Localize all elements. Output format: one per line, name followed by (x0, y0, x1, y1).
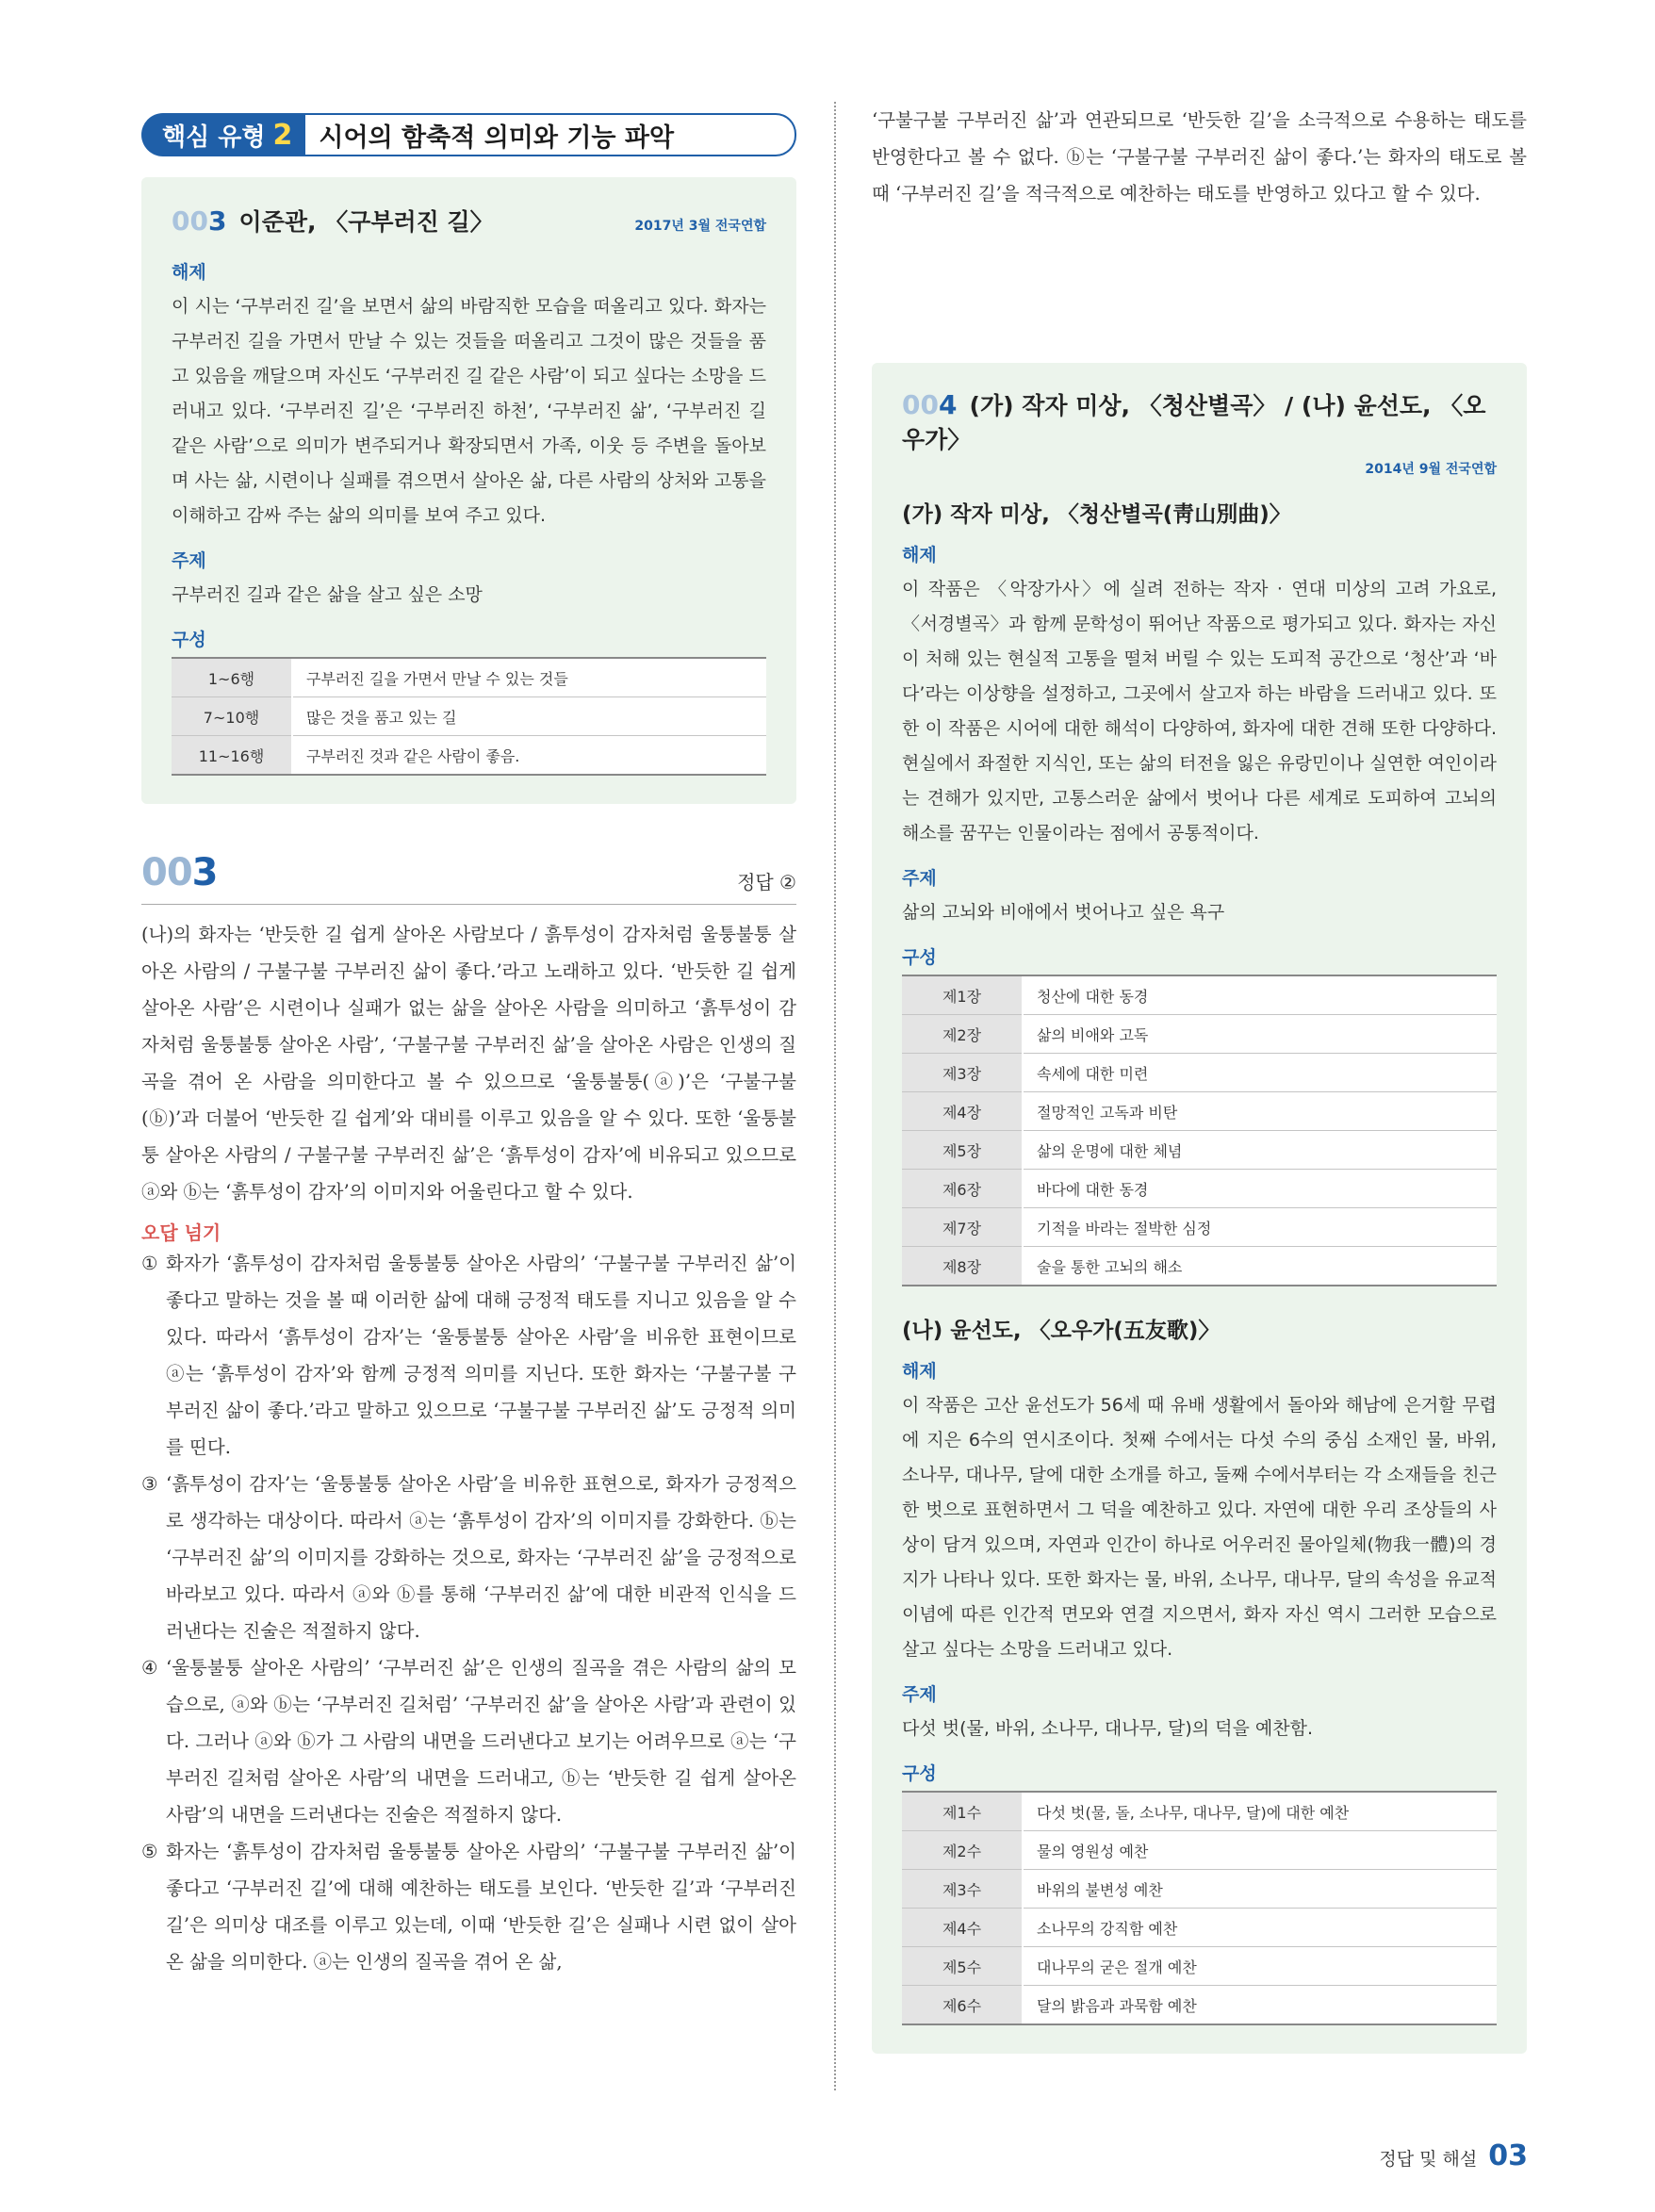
q003-info-box (141, 177, 796, 804)
left-column (141, 111, 796, 1980)
table-row: 제4수 소나무의 강직함 예찬 (902, 1909, 1497, 1947)
haeje-label: 해제 (902, 1361, 937, 1382)
answer-header (141, 851, 796, 905)
page-number: 03 (1488, 2139, 1528, 2172)
right-column (872, 102, 1527, 2054)
structure-table (902, 975, 1497, 1286)
q003-number: 003 (172, 205, 227, 237)
table-row: 제4장 절망적인 고독과 비탄 (902, 1092, 1497, 1131)
table-row: 제1장 청산에 대한 동경 (902, 975, 1497, 1015)
ga-title: (가) 작자 미상, 〈청산별곡(靑山別曲)〉 (902, 502, 1291, 527)
na-title: (나) 윤선도, 〈오우가(五友歌)〉 (902, 1319, 1221, 1343)
structure-table (902, 1791, 1497, 2025)
theme-label: 주제 (172, 550, 206, 571)
table-row: 제3장 속세에 대한 미련 (902, 1054, 1497, 1092)
type-number: 2 (272, 118, 293, 152)
table-row: 제7장 기적을 바라는 절박한 심정 (902, 1208, 1497, 1247)
theme-text: 다섯 벗(물, 바위, 소나무, 대나무, 달)의 덕을 예찬함. (902, 1718, 1314, 1739)
wrong-answer-item: ① 화자가 ‘흙투성이 감자처럼 울퉁불퉁 살아온 사람의’ ‘구불구불 구부러진 삶’이 좋다고 말하는 것을 볼 때 이러한 삶에 대해 긍정적 태도를 지니고 있음을 알 수 있다. 따라서 ‘흙투성이 감자’는 ‘울퉁불퉁 살아온 사람’을 비유한 표현이므로 ⓐ는 ‘흙투성이 감자’와 함께 긍정적 의미를 지닌다. 또한 화자는 ‘구불구불 구부러진 삶이 좋다.’라고 말하고 있으므로 ‘구불구불 구부러진 삶’도 긍정적 의미를 띤다. (141, 1253, 796, 1458)
table-row: 제3수 바위의 불변성 예찬 (902, 1870, 1497, 1909)
theme-label: 주제 (902, 868, 937, 889)
answer-number: 003 (141, 851, 218, 894)
page-footer (1379, 2139, 1528, 2172)
table-row: 제6수 달의 밝음과 과묵함 예찬 (902, 1986, 1497, 2025)
table-row: 제8장 술을 통한 고뇌의 해소 (902, 1247, 1497, 1286)
q003-title: 이준관, 〈구부러진 길〉 (238, 208, 494, 236)
type-label: 핵심 유형 (162, 123, 266, 152)
type-badge (141, 113, 305, 156)
answer-continued: ‘구불구불 구부러진 삶’과 연관되므로 ‘반듯한 길’을 소극적으로 수용하는 태도를 반영한다고 볼 수 없다. ⓑ는 ‘구불구불 구부러진 삶이 좋다.’는 화자의 태도로 볼 때 ‘구부러진 길’을 적극적으로 예찬하는 태도를 반영하고 있다고 할 수 있다. (872, 109, 1527, 205)
wrong-answer-item: ③ ‘흙투성이 감자’는 ‘울퉁불퉁 살아온 사람’을 비유한 표현으로, 화자가 긍정적으로 생각하는 대상이다. 따라서 ⓐ는 ‘흙투성이 감자’의 이미지를 강화한다. ⓑ는 ‘구부러진 삶’의 이미지를 강화하는 것으로, 화자는 ‘구부러진 삶’을 긍정적으로 바라보고 있다. 따라서 ⓐ와 ⓑ를 통해 ‘구부러진 삶’에 대한 비관적 인식을 드러낸다는 진술은 적절하지 않다. (141, 1473, 796, 1642)
structure-table (172, 657, 766, 776)
q004-info-box (872, 363, 1527, 2054)
structure-label: 구성 (902, 1763, 937, 1784)
wrong-answer-item: ⑤ 화자는 ‘흙투성이 감자처럼 울퉁불퉁 살아온 사람의’ ‘구불구불 구부러진 삶’이 좋다고 ‘구부러진 길’에 대해 예찬하는 태도를 보인다. ‘반듯한 길’과 ‘구부러진 길’은 의미상 대조를 이루고 있는데, 이때 ‘반듯한 길’은 실패나 시련 없이 살아온 삶을 의미한다. ⓐ는 인생의 질곡을 겪어 온 삶, (141, 1841, 796, 1973)
column-divider (834, 102, 836, 2090)
table-row: 제1수 다섯 벗(물, 돌, 소나무, 대나무, 달)에 대한 예찬 (902, 1792, 1497, 1831)
table-row: 제5장 삶의 운명에 대한 체념 (902, 1131, 1497, 1170)
table-row: 제5수 대나무의 굳은 절개 예찬 (902, 1947, 1497, 1986)
q004-head (902, 387, 1497, 455)
answer-label: 정답 ② (737, 871, 796, 893)
q004-source: 2014년 9월 전국연합 (1365, 462, 1497, 477)
table-row: 제6장 바다에 대한 동경 (902, 1170, 1497, 1208)
q004-number: 004 (902, 389, 958, 420)
table-row: 제2장 삶의 비애와 고독 (902, 1015, 1497, 1054)
section-header (141, 111, 796, 158)
haeje-label: 해제 (172, 262, 206, 283)
table-row: 1~6행 구부러진 길을 가면서 만날 수 있는 것들 (172, 658, 766, 697)
table-row: 11~16행 구부러진 것과 같은 사람이 좋음. (172, 736, 766, 776)
answer-body: (나)의 화자는 ‘반듯한 길 쉽게 살아온 사람보다 / 흙투성이 감자처럼 울퉁불퉁 살아온 사람의 / 구불구불 구부러진 삶이 좋다.’라고 노래하고 있다. ‘반듯한 길 쉽게 살아온 사람’은 시련이나 실패가 없는 삶을 살아온 사람을 의미하고 ‘흙투성이 감자처럼 울퉁불퉁 살아온 사람’, ‘구불구불 구부러진 삶’을 살아온 사람은 인생의 질곡을 겪어 온 사람을 의미한다고 볼 수 있으므로 ‘울퉁불퉁(ⓐ)’은 ‘구불구불(ⓑ)’과 더불어 ‘반듯한 길 쉽게’와 대비를 이루고 있음을 알 수 있다. 또한 ‘울퉁불퉁 살아온 사람의 / 구불구불 구부러진 삶’은 ‘흙투성이 감자’에 비유되고 있으므로 ⓐ와 ⓑ는 ‘흙투성이 감자’의 이미지와 어울린다고 할 수 있다. (141, 924, 796, 1203)
q004-title: (가) 작자 미상, 〈청산별곡〉 / (나) 윤선도, 〈오우가〉 (902, 392, 1486, 453)
q003-source: 2017년 3월 전국연합 (634, 219, 766, 234)
theme-label: 주제 (902, 1684, 937, 1705)
theme-text: 삶의 고뇌와 비애에서 벗어나고 싶은 욕구 (902, 902, 1225, 923)
haeje-text: 이 작품은 고산 윤선도가 56세 때 유배 생활에서 돌아와 해남에 은거할 무렵에 지은 6수의 연시조이다. 첫째 수에서는 다섯 수의 중심 소재인 물, 바위, 소나무, 대나무, 달에 대한 소개를 하고, 둘째 수에서부터는 각 소재들을 친근한 벗으로 표현하면서 그 덕을 예찬하고 있다. 자연에 대한 우리 조상들의 사상이 담겨 있으며, 자연과 인간이 하나로 어우러진 물아일체(物我一體)의 경지가 나타나 있다. 또한 화자는 물, 바위, 소나무, 대나무, 달의 속성을 유교적 이념에 따른 인간적 면모와 연결 지으면서, 화자 자신 역시 그러한 모습으로 살고 싶다는 소망을 드러내고 있다. (902, 1395, 1497, 1660)
theme-text: 구부러진 길과 같은 삶을 살고 싶은 소망 (172, 584, 483, 605)
haeje-label: 해제 (902, 545, 937, 565)
table-row: 제2수 물의 영원성 예찬 (902, 1831, 1497, 1870)
structure-label: 구성 (902, 947, 937, 968)
footer-label: 정답 및 해설 (1379, 2149, 1478, 2170)
structure-label: 구성 (172, 630, 206, 650)
section-title: 시어의 함축적 의미와 기능 파악 (305, 113, 796, 156)
table-row: 7~10행 많은 것을 품고 있는 길 (172, 697, 766, 736)
q003-head (172, 204, 766, 238)
wrong-answers-label: 오답 넘기 (141, 1221, 221, 1244)
wrong-answer-item: ④ ‘울퉁불퉁 살아온 사람의’ ‘구부러진 삶’은 인생의 질곡을 겪은 사람의 삶의 모습으로, ⓐ와 ⓑ는 ‘구부러진 길처럼’ ‘구부러진 삶’을 살아온 사람’과 관련이 있다. 그러나 ⓐ와 ⓑ가 그 사람의 내면을 드러낸다고 보기는 어려우므로 ⓐ는 ‘구부러진 길처럼 살아온 사람’의 내면을 드러내고, ⓑ는 ‘반듯한 길 쉽게 살아온 사람’의 내면을 드러낸다는 진술은 적절하지 않다. (141, 1657, 796, 1826)
haeje-text: 이 작품은 〈악장가사〉에 실려 전하는 작자 · 연대 미상의 고려 가요로, 〈서경별곡〉과 함께 문학성이 뛰어난 작품으로 평가되고 있다. 화자는 자신이 처해 있는 현실적 고통을 떨쳐 버릴 수 있는 도피적 공간으로 ‘청산’과 ‘바다’라는 이상향을 설정하고, 그곳에서 살고자 하는 바람을 드러내고 있다. 또한 이 작품은 시어에 대한 해석이 다양하여, 화자에 대한 견해 또한 다양하다. 현실에서 좌절한 지식인, 또는 삶의 터전을 잃은 유랑민이나 실연한 여인이라는 견해가 있지만, 고통스러운 삶에서 벗어나 다른 세계로 도피하여 고뇌의 해소를 꿈꾸는 인물이라는 점에서 공통적이다. (902, 579, 1497, 844)
haeje-text: 이 시는 ‘구부러진 길’을 보면서 삶의 바람직한 모습을 떠올리고 있다. 화자는 구부러진 길을 가면서 만날 수 있는 것들을 떠올리고 그것이 많은 것들을 품고 있음을 깨달으며 자신도 ‘구부러진 길 같은 사람’이 되고 싶다는 소망을 드러내고 있다. ‘구부러진 길’은 ‘구부러진 하천’, ‘구부러진 삶’, ‘구부러진 길 같은 사람’으로 의미가 변주되거나 확장되면서 가족, 이웃 등 주변을 돌아보며 사는 삶, 시련이나 실패를 겪으면서 살아온 삶, 다른 사람의 상처와 고통을 이해하고 감싸 주는 삶의 의미를 보여 주고 있다. (172, 296, 766, 526)
